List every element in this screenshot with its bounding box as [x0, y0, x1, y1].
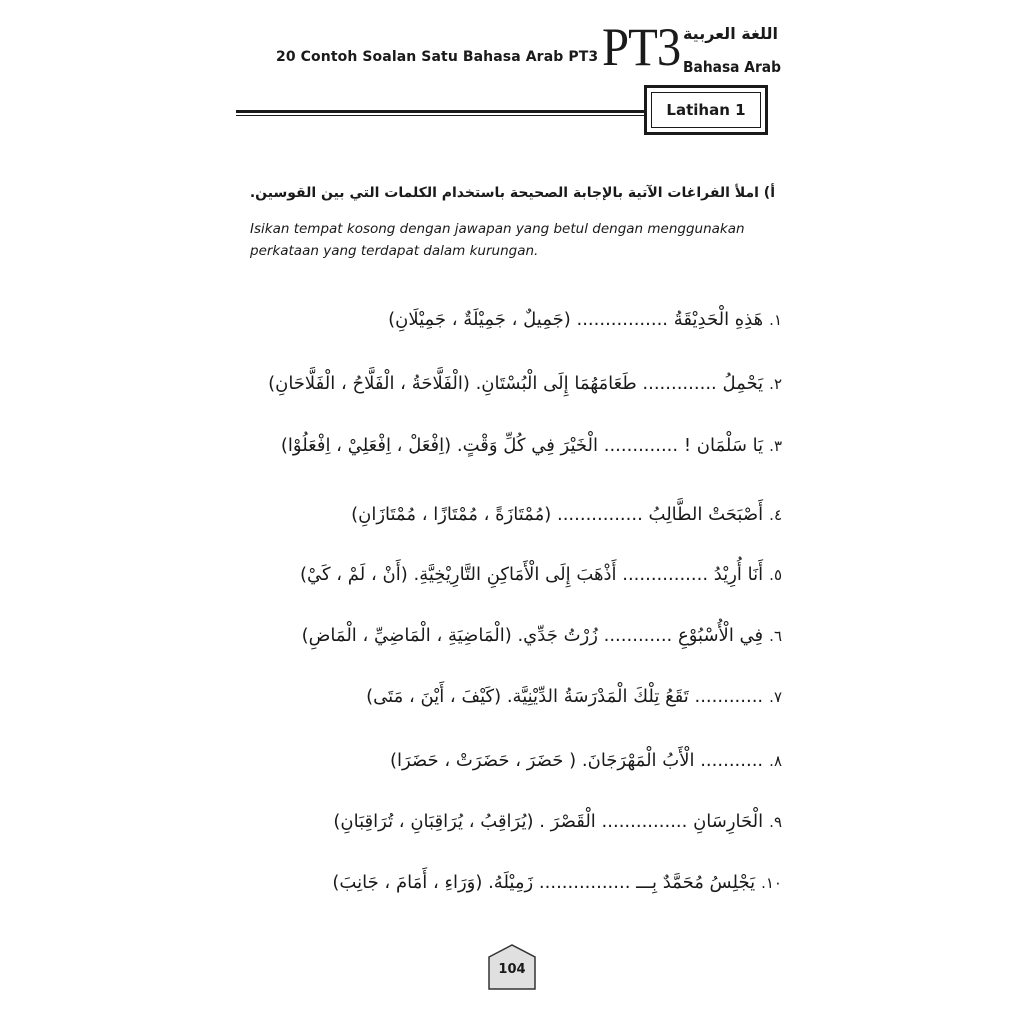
- header-rule-thin: [236, 115, 650, 116]
- question-number: ٨.: [769, 752, 782, 770]
- question-text: فِي الْأُسْبُوْعِ ............ زُرْتُ جَدِّي. (الْمَاضِيَةِ ، الْمَاضِيِّ ، الْمَاضِ): [301, 625, 764, 646]
- question-text: أَنَا أُرِيْدُ ............... أَذْهَبَ إِلَى الْأَمَاكِنِ التَّارِيْخِيَّةِ. (أَنْ ، لَمْ ، كَيْ): [299, 564, 764, 585]
- question-number: ١٠.: [761, 874, 782, 892]
- question-item: [250, 364, 782, 404]
- question-number: ١.: [769, 311, 782, 329]
- question-item: [250, 300, 782, 340]
- question-item: [250, 555, 782, 595]
- header-rule-thick: [236, 110, 650, 113]
- question-number: ٧.: [769, 688, 782, 706]
- question-number: ٣.: [769, 437, 782, 455]
- page-number: 104: [498, 962, 526, 977]
- question-number: ٤.: [769, 506, 782, 524]
- question-text: ............ تَقَعُ تِلْكَ الْمَدْرَسَةُ الدِّيْنِيَّة. (كَيْفَ ، أَيْنَ ، مَتَى): [366, 686, 764, 707]
- question-item: [250, 495, 782, 535]
- book-title: 20 Contoh Soalan Satu Bahasa Arab PT3: [276, 49, 599, 65]
- subject-arabic-label: اللغة العربية: [682, 24, 778, 43]
- question-number: ٥.: [769, 566, 782, 584]
- question-item: [250, 863, 782, 903]
- question-item: [250, 426, 782, 466]
- question-text: أَصْبَحَتْ الطَّالِبُ ............... (مُمْتَازَةً ، مُمْتَازًا ، مُمْتَازَانِ): [351, 504, 764, 525]
- question-item: [250, 616, 782, 656]
- question-text: يَجْلِسُ مُحَمَّدٌ بِـــ ................ زَمِيْلَهُ. (وَرَاءِ ، أَمَامَ ، جَانِبَ): [332, 872, 756, 893]
- instruction-malay: Isikan tempat kosong dengan jawapan yang betul dengan menggunakan perkataan yang terdapat dalam kurungan.: [250, 221, 745, 259]
- question-number: ٩.: [769, 813, 782, 831]
- question-text: الْحَارِسَانِ ............... الْقَصْرَ . (يُرَاقِبُ ، يُرَاقِبَانِ ، تُرَاقِبَانِ): [333, 811, 764, 832]
- subject-malay-label: Bahasa Arab: [683, 58, 781, 76]
- question-text: يَحْمِلُ ............. طَعَامَهُمَا إِلَى الْبُسْتَانِ. (الْفَلَّاحَةُ ، الْفَلَّاحُ ، الْفَلَّاحَانِ): [268, 373, 764, 394]
- question-text: ........... الْأَبُ الْمَهْرَجَانَ. ( حَضَرَ ، حَضَرَتْ ، حَضَرَا): [389, 750, 764, 771]
- exercise-label: Latihan 1: [651, 92, 761, 128]
- question-item: [250, 677, 782, 717]
- exercise-box: [644, 85, 768, 135]
- instruction-arabic: أ) املأ الفراغات الآتية بالإجابة الصحيحة باستخدام الكلمات التي بين القوسين.: [249, 185, 775, 201]
- question-item: [250, 802, 782, 842]
- question-text: هَذِهِ الْحَدِيْقَةُ ................ (جَمِيلٌ ، جَمِيْلَةٌ ، جَمِيْلَانِ): [388, 309, 764, 330]
- question-text: يَا سَلْمَان ! ............. الْخَيْرَ فِي كُلِّ وَقْتٍ. (اِفْعَلْ ، اِفْعَلِيْ ، اِفْعَلُوْا): [280, 435, 764, 456]
- pt3-logo: PT3: [602, 17, 681, 77]
- question-number: ٦.: [769, 627, 782, 645]
- question-number: ٢.: [769, 375, 782, 393]
- question-item: [250, 741, 782, 781]
